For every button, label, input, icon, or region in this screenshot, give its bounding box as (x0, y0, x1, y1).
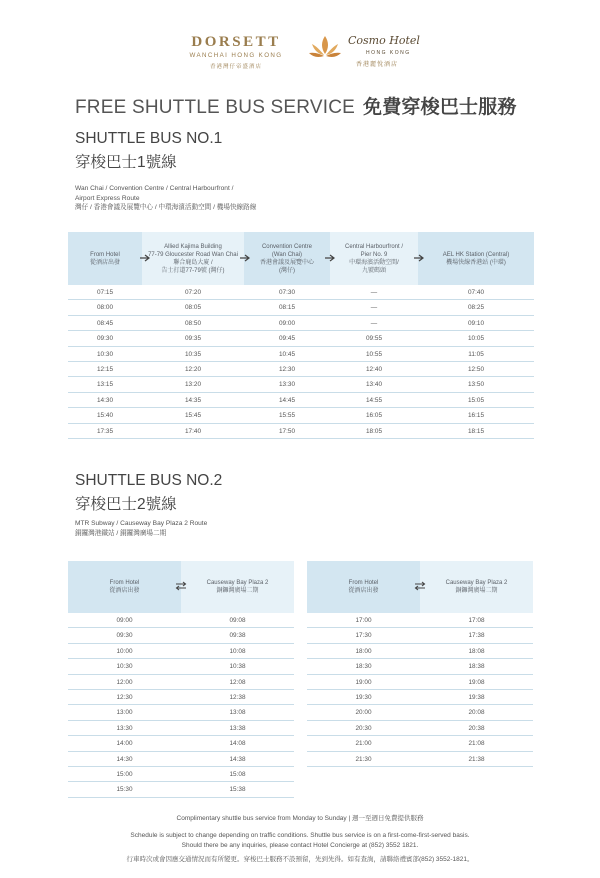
table-row (68, 705, 294, 720)
time-cell: 18:08 (468, 647, 485, 655)
header-logos (0, 28, 600, 88)
time-cell: 14:38 (229, 755, 246, 763)
lotus-icon (308, 34, 342, 60)
time-cell: 17:35 (97, 427, 113, 435)
time-cell: 09:38 (229, 632, 246, 640)
cosmo-name: Cosmo Hotel (348, 34, 420, 47)
time-cell: 08:45 (97, 319, 113, 327)
time-cell: 09:10 (468, 319, 484, 327)
page-title-cn: 免費穿梭巴士服務 (363, 97, 517, 118)
table-row (68, 331, 534, 346)
time-cell: 08:15 (279, 304, 295, 312)
bus2-body-left (68, 613, 294, 798)
time-cell: 17:38 (468, 632, 485, 640)
time-cell: 17:00 (355, 617, 372, 624)
bus1-header-convention-centre (244, 232, 330, 285)
time-cell: — (370, 289, 378, 296)
bus2-header-from-hotel (307, 561, 420, 613)
time-cell: 09:45 (279, 335, 295, 343)
time-cell: 07:40 (468, 289, 484, 296)
time-cell: 21:38 (468, 755, 485, 763)
table-row (68, 316, 534, 331)
bus2-header-row (307, 561, 533, 613)
header-line: 機場快線香港站 (中環) (446, 259, 506, 266)
footer-cn-note: 行車時次或會因應交通情況而有所變更。穿梭巴士服務不設預留，先到先得。如有查詢，請聯絡禮賓部(852) 3552-1821。 (126, 856, 474, 863)
time-cell: 12:20 (185, 365, 201, 373)
header-line: 77-79 Gloucester Road Wan Chai (148, 251, 238, 258)
table-row (68, 613, 294, 628)
time-cell: 07:20 (185, 289, 201, 296)
table-row (68, 408, 534, 423)
time-cell: 20:00 (355, 709, 372, 717)
time-cell: 09:30 (116, 632, 133, 640)
time-cell: 10:55 (366, 350, 382, 358)
time-cell: 14:55 (366, 396, 382, 404)
dorsett-logo (186, 34, 286, 70)
bus1-header-central-harbourfront (330, 232, 418, 285)
time-cell: 17:08 (468, 617, 485, 624)
time-cell: 10:38 (229, 663, 246, 671)
table-row (68, 690, 294, 705)
bus2-route-cn: 銅鑼灣港鐵站 / 銅鑼灣廣場二期 (75, 529, 167, 537)
time-cell: 08:25 (468, 304, 484, 312)
header-line: Causeway Bay Plaza 2 (206, 580, 269, 586)
header-line: AEL HK Station (Central) (442, 251, 510, 258)
table-row (68, 424, 534, 439)
bus2-header-causeway-bay (181, 561, 294, 613)
time-cell: 14:30 (97, 396, 113, 404)
table-row (68, 659, 294, 674)
bus1-route-line1: Wan Chai / Convention Centre / Central Harbourfront / (75, 185, 234, 192)
time-cell: 11:05 (468, 350, 484, 358)
time-cell: 14:00 (116, 740, 133, 748)
time-cell: 09:55 (366, 335, 382, 343)
time-cell: 14:08 (229, 740, 246, 748)
bus1-route-line2: Airport Express Route (75, 194, 140, 202)
table-row (68, 347, 534, 362)
arrow-right-icon (139, 253, 151, 263)
time-cell: 10:30 (97, 350, 113, 358)
time-cell: 08:50 (185, 319, 201, 327)
header-line: 九號碼頭 (361, 267, 386, 274)
time-cell: 20:38 (468, 724, 485, 732)
time-cell: 18:00 (355, 647, 372, 655)
header-line: From Hotel (90, 251, 120, 258)
header-line: (灣仔) (278, 267, 295, 274)
table-row (68, 362, 534, 377)
time-cell: 15:00 (116, 770, 133, 778)
header-line: Convention Centre (261, 243, 312, 250)
table-row (307, 705, 533, 720)
time-cell: 07:30 (279, 289, 295, 296)
bus1-header-from-hotel (68, 232, 142, 285)
table-row (68, 644, 294, 659)
page-title-en: FREE SHUTTLE BUS SERVICE (75, 97, 356, 118)
table-row (68, 393, 534, 408)
bus1-header-allied-kajima (142, 232, 244, 285)
bus2-header-causeway-bay (420, 561, 533, 613)
table-row (68, 767, 294, 782)
time-cell: 19:38 (468, 693, 485, 701)
header-line: 從酒店出發 (348, 588, 379, 594)
table-row (68, 300, 534, 315)
time-cell: 20:30 (355, 724, 372, 732)
time-cell: 12:30 (279, 365, 295, 373)
time-cell: 07:15 (97, 289, 113, 296)
time-cell: 12:00 (116, 678, 133, 686)
time-cell: 17:50 (279, 427, 295, 435)
time-cell: 10:08 (229, 647, 246, 655)
time-cell: 15:38 (229, 786, 246, 794)
bus1-route (75, 184, 256, 213)
time-cell: 19:00 (355, 678, 372, 686)
cosmo-sub: HONG KONG (366, 50, 411, 56)
header-line: 聯合鹿島大廈 / (173, 259, 213, 266)
arrow-right-icon (413, 253, 425, 263)
table-row (68, 736, 294, 751)
time-cell: 16:15 (468, 412, 484, 420)
bus1-body (68, 285, 534, 439)
time-cell: 15:45 (185, 412, 201, 420)
time-cell: 10:00 (116, 647, 133, 655)
time-cell: 21:30 (355, 755, 372, 763)
time-cell: 08:00 (97, 304, 113, 312)
cosmo-logo (308, 28, 428, 78)
time-cell: 13:15 (97, 381, 113, 389)
bus1-header-row (68, 232, 534, 285)
time-cell: 12:38 (229, 693, 246, 701)
header-line: Causeway Bay Plaza 2 (445, 580, 508, 586)
header-line: 中環海濱活動空間/ (349, 259, 399, 266)
bus1-title-en: SHUTTLE BUS NO.1 (75, 130, 223, 147)
time-cell: 08:05 (185, 304, 201, 312)
time-cell: 09:30 (97, 335, 113, 343)
time-cell: 17:40 (185, 427, 201, 435)
time-cell: 13:50 (468, 381, 484, 389)
time-cell: 12:50 (468, 365, 484, 373)
time-cell: 15:30 (116, 786, 133, 794)
time-cell: 15:40 (97, 412, 113, 420)
arrow-right-icon (239, 253, 251, 263)
footer-service-days: Complimentary shuttle bus service from Monday to Sunday | 週一至週日免費提供服務 (176, 815, 424, 822)
footer-inquiries: Should there be any inquiries, please contact Hotel Concierge at (852) 3552 1821. (181, 842, 419, 849)
time-cell: 10:30 (116, 663, 133, 671)
bus2-header-from-hotel (68, 561, 181, 613)
time-cell: 15:05 (468, 396, 484, 404)
time-cell: 13:20 (185, 381, 201, 389)
header-line: From Hotel (348, 580, 379, 586)
header-line: 從酒店出發 (89, 259, 120, 266)
time-cell: 09:08 (229, 617, 246, 624)
time-cell: 13:38 (229, 724, 246, 732)
table-row (307, 690, 533, 705)
time-cell: 18:05 (366, 427, 382, 435)
time-cell: 10:45 (279, 350, 295, 358)
time-cell: 15:08 (229, 770, 246, 778)
time-cell: 12:08 (229, 678, 246, 686)
time-cell: 13:30 (116, 724, 133, 732)
table-row (68, 752, 294, 767)
header-line: 告士打道77-79號 (灣仔) (161, 267, 225, 274)
time-cell: 19:30 (355, 693, 372, 701)
time-cell: 13:30 (279, 381, 295, 389)
table-row (68, 782, 294, 797)
table-row (307, 613, 533, 628)
time-cell: 12:15 (97, 365, 113, 373)
bus1-route-cn: 灣仔 / 香港會議及展覽中心 / 中環海濱活動空間 / 機場快線路線 (75, 204, 257, 211)
arrow-right-icon (324, 253, 336, 263)
time-cell: 12:40 (366, 365, 382, 373)
swap-arrows-icon (175, 581, 187, 591)
time-cell: 16:05 (366, 412, 382, 420)
page-title (75, 92, 517, 119)
time-cell: 09:00 (279, 319, 295, 327)
swap-arrows-icon (414, 581, 426, 591)
time-cell: 21:00 (355, 740, 372, 748)
dorsett-sub: WANCHAI HONG KONG (189, 52, 283, 59)
table-row (307, 675, 533, 690)
time-cell: 21:08 (468, 740, 485, 748)
time-cell: 14:35 (185, 396, 201, 404)
time-cell: 19:08 (468, 678, 485, 686)
table-row (68, 285, 534, 300)
header-line: Pier No. 9 (360, 251, 388, 258)
header-line: Allied Kajima Building (164, 243, 222, 250)
time-cell: 10:05 (468, 335, 484, 343)
time-cell: — (370, 319, 378, 327)
bus2-body-right (307, 613, 533, 767)
table-row (307, 644, 533, 659)
bus1-title-cn: 穿梭巴士1號線 (75, 154, 177, 171)
bus2-route (75, 519, 207, 538)
time-cell: 17:30 (355, 632, 372, 640)
time-cell: 18:38 (468, 663, 485, 671)
header-line: 從酒店出發 (109, 588, 140, 594)
bus2-timetable-evening (307, 561, 533, 767)
table-row (68, 628, 294, 643)
dorsett-name: DORSETT (191, 34, 281, 50)
time-cell: 18:15 (468, 427, 484, 435)
bus2-title-cn: 穿梭巴士2號線 (75, 496, 177, 513)
bus2-timetable-morning (68, 561, 294, 798)
footer-schedule-note: Schedule is subject to change depending on traffic conditions. Shuttle bus service is on a first-come-first-served basis. (130, 832, 470, 839)
header-line: 銅鑼灣廣場二期 (455, 588, 498, 594)
table-row (68, 675, 294, 690)
header-line: 銅鑼灣廣場二期 (216, 588, 259, 594)
header-line: (Wan Chai) (271, 251, 303, 258)
dorsett-cn: 香港灣仔帝盛酒店 (209, 64, 262, 70)
table-row (307, 628, 533, 643)
time-cell: 14:45 (279, 396, 295, 404)
header-line: 香港會議及展覽中心 (259, 259, 314, 266)
time-cell: 13:08 (229, 709, 246, 717)
time-cell: 13:00 (116, 709, 133, 717)
table-row (307, 721, 533, 736)
bus2-route-line1: MTR Subway / Causeway Bay Plaza 2 Route (75, 520, 208, 527)
time-cell: 12:30 (116, 693, 133, 701)
time-cell: 14:30 (116, 755, 133, 763)
header-line: Central Harbourfront / (344, 243, 404, 250)
time-cell: 15:55 (279, 412, 295, 420)
time-cell: — (370, 304, 378, 312)
time-cell: 09:35 (185, 335, 201, 343)
table-row (68, 377, 534, 392)
bus1-timetable (68, 232, 534, 439)
bus1-header-ael-station (418, 232, 534, 285)
time-cell: 18:30 (355, 663, 372, 671)
table-row (307, 736, 533, 751)
table-row (307, 659, 533, 674)
time-cell: 09:00 (116, 617, 133, 624)
table-row (307, 752, 533, 767)
bus2-title-en: SHUTTLE BUS NO.2 (75, 472, 223, 489)
time-cell: 20:08 (468, 709, 485, 717)
bus2-header-row (68, 561, 294, 613)
cosmo-cn: 香港麗悅酒店 (356, 62, 399, 68)
header-line: From Hotel (109, 580, 140, 586)
time-cell: 10:35 (185, 350, 201, 358)
time-cell: 13:40 (366, 381, 382, 389)
table-row (68, 721, 294, 736)
